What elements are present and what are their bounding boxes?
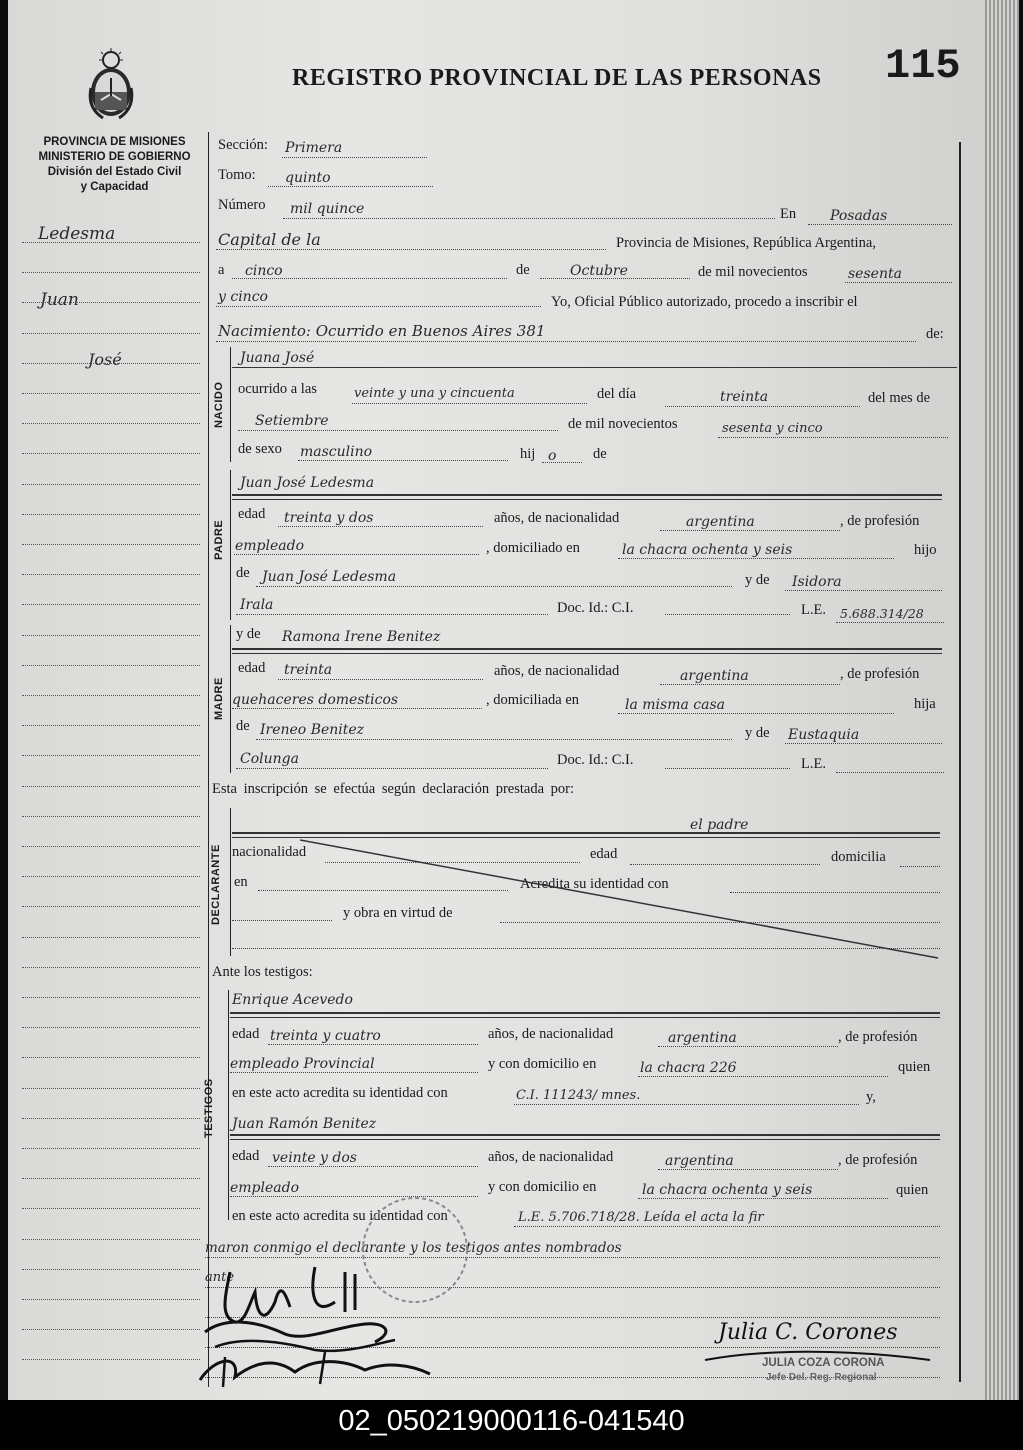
tomo-value: quinto <box>285 170 331 186</box>
numero-line <box>283 218 775 219</box>
padre-bracket <box>230 470 231 620</box>
testigo2-name-line-2 <box>230 1139 940 1140</box>
nacido-dia-line <box>665 406 860 407</box>
image-caption: 02_050219000116-041540 <box>0 1400 1023 1450</box>
testigo1-prof-label: , de profesión <box>838 1029 918 1045</box>
sidebar-ruled-line <box>22 1208 200 1209</box>
a-value: cinco <box>245 263 283 279</box>
padre-le-value: 5.688.314/28 <box>840 606 924 621</box>
padre-doc-label: Doc. Id.: C.I. <box>557 600 634 616</box>
line5-end: de: <box>926 326 944 342</box>
testigo1-name-line <box>230 1012 940 1014</box>
padre-prof-line <box>234 554 479 555</box>
testigo2-acredita-line <box>514 1226 940 1227</box>
declarante-edad-label: edad <box>590 846 618 862</box>
month-line <box>540 278 690 279</box>
sidebar-ruled-line <box>22 363 200 364</box>
nacido-hora-value: veinte y una y cincuenta <box>354 386 515 401</box>
madre-name: Ramona Irene Benitez <box>282 629 441 645</box>
nacido-name-line <box>232 367 957 368</box>
testigo1-nac-value: argentina <box>668 1030 737 1046</box>
nacido-hij-value: o <box>548 448 557 464</box>
testigo1-quien: quien <box>898 1059 931 1075</box>
sidebar-ruled-line <box>22 1239 200 1240</box>
padre-yde-label: y de <box>745 572 770 588</box>
madre-dom-label: , domiciliada en <box>486 692 580 708</box>
declaracion-value: el padre <box>690 817 749 833</box>
testigo1-edad-value: treinta y cuatro <box>270 1028 381 1044</box>
testigo1-edad-line <box>268 1044 478 1045</box>
sidebar-ruled-line <box>22 1178 200 1179</box>
nacido-name: Juana José <box>240 350 315 366</box>
padre-de-label: de <box>236 565 250 581</box>
sidebar-ruled-line <box>22 1148 200 1149</box>
padre-le-label: L.E. <box>801 602 826 618</box>
testigo2-acredita-label: en este acto acredita su identidad con <box>232 1208 448 1224</box>
testigos-ante-label: Ante los testigos: <box>212 964 313 980</box>
line5-line <box>216 341 916 342</box>
madre-prof-value: quehaceres domesticos <box>232 692 399 708</box>
declarante-en-label: en <box>234 874 248 890</box>
testigo2-dom-value: la chacra ochenta y seis <box>642 1182 813 1198</box>
madre-de-label: de <box>236 718 250 734</box>
declarante-nac-label: nacionalidad <box>232 844 307 860</box>
official-stamp-line-1: JULIA COZA CORONA <box>762 1357 885 1369</box>
testigo1-acredita-value: C.I. 111243/ mnes. <box>516 1088 641 1103</box>
sidebar-ruled-line <box>22 876 200 877</box>
a-label: a <box>218 262 225 278</box>
sidebar-ruled-line <box>22 1269 200 1270</box>
sidebar-ruled-line <box>22 846 200 847</box>
madre-parent1-value: Ireneo Benitez <box>260 722 365 738</box>
padre-nac-value: argentina <box>686 514 755 530</box>
sidebar-ruled-line <box>22 333 200 334</box>
testigo1-y: y, <box>866 1089 876 1105</box>
testigo2-prof-label: , de profesión <box>838 1152 918 1168</box>
testigo2-acredita-value: L.E. 5.706.718/28. Leída el acta la fir <box>518 1210 764 1225</box>
sidebar-ruled-line <box>22 544 200 545</box>
sidebar-ruled-line <box>22 906 200 907</box>
madre-parent2-line <box>785 743 942 744</box>
nacido-sexo-line <box>298 460 508 461</box>
tomo-label: Tomo: <box>218 167 256 183</box>
madre-prof-line <box>232 708 482 709</box>
sidebar-ruled-line <box>22 514 200 515</box>
padre-hijo-label: hijo <box>914 542 937 558</box>
sidebar-ruled-line <box>22 786 200 787</box>
en-label: En <box>780 206 797 222</box>
madre-name-line <box>232 648 942 650</box>
padre-prof-value: empleado <box>235 538 305 554</box>
sidebar-ruled-line <box>22 302 200 303</box>
testigo2-dom-label: y con domicilio en <box>488 1179 597 1195</box>
madre-nac-value: argentina <box>680 668 749 684</box>
nacido-ocurrido-label: ocurrido a las <box>238 381 317 397</box>
numero-label: Número <box>218 197 266 213</box>
padre-parent2-line <box>785 590 942 591</box>
sidebar-header-line: MINISTERIO DE GOBIERNO <box>38 151 191 163</box>
testigos-section-label: TESTIGOS <box>203 1078 215 1138</box>
sidebar-ruled-line <box>22 574 200 575</box>
sidebar-ruled-line <box>22 423 200 424</box>
padre-edad-value: treinta y dos <box>284 510 374 526</box>
testigo2-nac-line <box>658 1169 838 1170</box>
page-number: 115 <box>885 42 961 90</box>
month-value: Octubre <box>570 263 628 279</box>
testigo2-edad-value: veinte y dos <box>272 1150 357 1166</box>
a-line <box>232 278 507 279</box>
official-stamp-line-2: Jefe Del. Reg. Regional <box>766 1372 877 1383</box>
tomo-line <box>268 186 433 187</box>
testigos-bracket <box>228 990 229 1220</box>
testigo1-acredita-label: en este acto acredita su identidad con <box>232 1085 448 1101</box>
closing-line-2: ante <box>205 1270 235 1285</box>
main-left-border <box>208 132 209 1387</box>
seccion-line <box>282 157 427 158</box>
padre-parent2-value: Isidora <box>792 574 842 590</box>
testigo1-prof-line <box>230 1072 478 1073</box>
testigo2-nac-label: años, de nacionalidad <box>488 1149 614 1165</box>
declarante-top-line <box>232 832 940 834</box>
nacido-mes-value: Setiembre <box>255 413 329 429</box>
nacido-mes-label: del mes de <box>868 390 931 406</box>
sidebar-given-name-1: Juan <box>40 290 79 310</box>
declarante-acredita-label: Acredita su identidad con <box>520 876 669 892</box>
sidebar-header <box>22 135 207 195</box>
book-page-edges <box>985 0 1019 1400</box>
padre-prof-label: , de profesión <box>840 513 920 529</box>
sidebar-ruled-line <box>22 635 200 636</box>
line5-value: Nacimiento: Ocurrido en Buenos Aires 381 <box>218 322 546 340</box>
padre-le-line <box>836 622 944 623</box>
madre-edad-line <box>278 679 483 680</box>
sidebar-ruled-line <box>22 1088 200 1089</box>
padre-dom-label: , domiciliado en <box>486 540 580 556</box>
nacido-anio-value: sesenta y cinco <box>722 421 823 436</box>
madre-section-label: MADRE <box>213 677 225 720</box>
line2-value: Capital de la <box>218 230 321 249</box>
testigo2-quien: quien <box>896 1182 929 1198</box>
declarante-strike-line <box>300 838 940 962</box>
sidebar-ruled-line <box>22 755 200 756</box>
closing-line-1-rule <box>205 1257 940 1258</box>
sidebar-ruled-line <box>22 393 200 394</box>
madre-line-value: Colunga <box>240 751 299 767</box>
testigo1-prof-value: empleado Provincial <box>230 1056 375 1072</box>
madre-edad-value: treinta <box>284 662 333 678</box>
madre-yde-label: y de <box>236 626 261 642</box>
testigo1-dom-label: y con domicilio en <box>488 1056 597 1072</box>
padre-edad-label: edad <box>238 506 266 522</box>
testigo1-name: Enrique Acevedo <box>232 992 353 1008</box>
declarante-bracket <box>230 808 231 956</box>
nacido-sexo-value: masculino <box>300 444 373 460</box>
sidebar-ruled-line <box>22 1057 200 1058</box>
nacido-hora-line <box>352 403 587 404</box>
sidebar-ruled-line <box>22 937 200 938</box>
sidebar-ruled-line <box>22 1027 200 1028</box>
line2-text: Provincia de Misiones, República Argentina, <box>616 235 876 251</box>
madre-le-line <box>836 772 944 773</box>
official-signature: Julia C. Corones <box>718 1320 898 1345</box>
madre-nac-label: años, de nacionalidad <box>494 663 620 679</box>
testigo2-edad-label: edad <box>232 1148 260 1164</box>
madre-yde2-label: y de <box>745 725 770 741</box>
testigo2-name: Juan Ramón Benitez <box>232 1116 377 1132</box>
sidebar-ruled-line <box>22 484 200 485</box>
padre-line-value: Irala <box>240 597 274 613</box>
sidebar-ruled-line <box>22 695 200 696</box>
testigo2-edad-line <box>268 1166 478 1167</box>
official-stamp-left <box>360 1185 480 1315</box>
testigo1-dom-value: la chacra 226 <box>640 1060 737 1076</box>
padre-line-line <box>236 614 548 615</box>
nacido-sexo-label: de sexo <box>238 441 282 457</box>
nacido-mes-line <box>238 430 558 431</box>
sidebar-ruled-line <box>22 604 200 605</box>
declaracion-text: Esta inscripción se efectúa según declaración prestada por: <box>212 781 575 797</box>
madre-dom-line <box>618 713 894 714</box>
nacido-dia-value: treinta <box>720 389 769 405</box>
sidebar-ruled-line <box>22 665 200 666</box>
padre-dom-value: la chacra ochenta y seis <box>622 542 793 558</box>
madre-parent2-value: Eustaquia <box>788 727 860 743</box>
nacido-dia-label: del día <box>597 386 637 402</box>
main-right-border <box>959 142 961 1382</box>
year-text: de mil novecientos <box>698 264 808 280</box>
sidebar-ruled-line <box>22 272 200 273</box>
madre-edad-label: edad <box>238 660 266 676</box>
declarante-obra-label: y obra en virtud de <box>343 905 453 921</box>
year-value: sesenta <box>848 266 902 282</box>
sidebar-ruled-line <box>22 997 200 998</box>
en-value: Posadas <box>830 208 888 224</box>
line4-line <box>216 306 541 307</box>
nacido-bracket <box>230 347 231 462</box>
madre-nac-line <box>660 684 840 685</box>
madre-line-line <box>236 768 548 769</box>
sidebar-given-name-2: José <box>88 350 122 369</box>
numero-value: mil quince <box>290 201 365 217</box>
sidebar-ruled-line <box>22 967 200 968</box>
sidebar-header-line: División del Estado Civil <box>47 166 182 178</box>
nacido-de-label: de <box>593 446 607 462</box>
line2-line <box>216 249 606 250</box>
testigo2-nac-value: argentina <box>665 1153 734 1169</box>
padre-nac-line <box>660 530 840 531</box>
madre-hija-label: hija <box>914 696 936 712</box>
sidebar-ruled-line <box>22 1329 200 1330</box>
testigo1-name-line-2 <box>230 1017 940 1018</box>
sidebar-ruled-line <box>22 725 200 726</box>
sidebar-header-line: y Capacidad <box>80 181 149 193</box>
madre-dom-value: la misma casa <box>625 697 726 713</box>
sidebar-surname: Ledesma <box>38 224 116 244</box>
testigo2-prof-value: empleado <box>230 1180 300 1196</box>
testigo1-edad-label: edad <box>232 1026 260 1042</box>
madre-name-line-2 <box>232 653 942 654</box>
year-line <box>845 282 952 283</box>
testigo1-nac-label: años, de nacionalidad <box>488 1026 614 1042</box>
testigo1-nac-line <box>658 1046 838 1047</box>
declarante-section-label: DECLARANTE <box>210 844 222 925</box>
sidebar-ruled-line <box>22 1299 200 1300</box>
testigo2-name-line <box>230 1134 940 1136</box>
nacido-section-label: NACIDO <box>213 381 225 428</box>
line4-text: Yo, Oficial Público autorizado, procedo a inscribir el <box>551 294 858 310</box>
sidebar-ruled-line <box>22 1359 200 1360</box>
madre-bracket <box>230 625 231 773</box>
padre-dom-line <box>618 558 894 559</box>
padre-nac-label: años, de nacionalidad <box>494 510 620 526</box>
testigo1-acredita-line <box>514 1104 859 1105</box>
en-line <box>808 224 952 225</box>
padre-name: Juan José Ledesma <box>240 475 375 491</box>
nacido-anio-line <box>718 437 948 438</box>
coat-of-arms-icon <box>83 48 139 122</box>
sidebar-ruled-line <box>22 453 200 454</box>
nacido-anio-label: de mil novecientos <box>568 416 678 432</box>
line4-value: y cinco <box>218 289 268 305</box>
nacido-hij-label: hij <box>520 446 536 462</box>
padre-name-line-2 <box>232 499 942 500</box>
padre-doc-line <box>665 614 790 615</box>
madre-parent1-line <box>256 739 732 740</box>
padre-parent1-line <box>256 586 732 587</box>
padre-name-line <box>232 494 942 496</box>
nacido-hij-line <box>542 462 582 463</box>
madre-le-label: L.E. <box>801 756 826 772</box>
seccion-value: Primera <box>285 140 343 156</box>
de-label: de <box>516 262 530 278</box>
sidebar-ruled-line <box>22 1118 200 1119</box>
madre-doc-label: Doc. Id.: C.I. <box>557 752 634 768</box>
closing-line-1: maron conmigo el declarante y los testigos antes nombrados <box>205 1240 622 1256</box>
sidebar-ruled-line <box>22 816 200 817</box>
page-title: REGISTRO PROVINCIAL DE LAS PERSONAS <box>292 65 822 91</box>
madre-doc-line <box>665 768 790 769</box>
testigo2-dom-line <box>638 1198 888 1199</box>
padre-edad-line <box>278 526 483 527</box>
sidebar-ruled-line <box>22 242 200 243</box>
padre-section-label: PADRE <box>213 519 225 560</box>
padre-parent1-value: Juan José Ledesma <box>262 569 397 585</box>
testigo1-dom-line <box>638 1076 888 1077</box>
seccion-label: Sección: <box>218 137 268 153</box>
sidebar-header-line: PROVINCIA DE MISIONES <box>43 136 186 148</box>
madre-prof-label: , de profesión <box>840 666 920 682</box>
declarante-dom-label: domicilia <box>831 849 886 865</box>
